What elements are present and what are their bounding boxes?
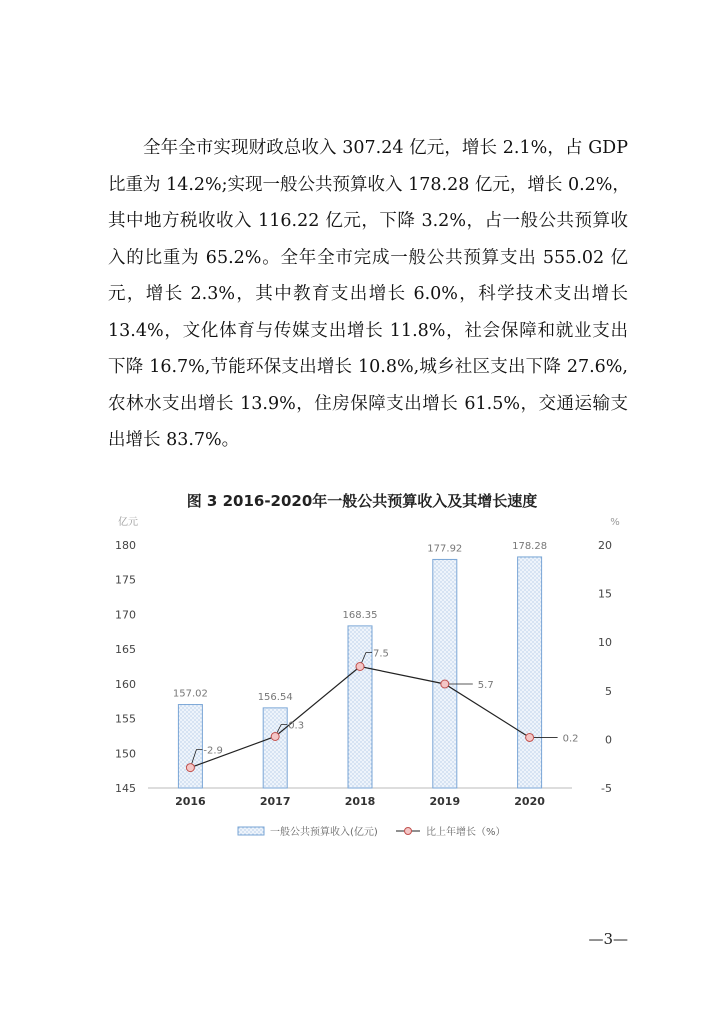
left-axis-unit: 亿元 <box>118 517 138 528</box>
paragraph-line: 其中地方税收收入 116.22 亿元，下降 3.2%，占一般公共预算收 <box>108 211 628 231</box>
left-axis-tick: 175 <box>115 573 136 587</box>
bar-2018 <box>348 626 372 788</box>
right-axis-tick: 10 <box>598 636 612 650</box>
x-axis-tick: 2018 <box>344 795 376 808</box>
body-paragraph <box>108 130 628 459</box>
bar-2019 <box>433 559 457 788</box>
legend-line-marker <box>405 828 412 835</box>
paragraph-line: 入的比重为 65.2%。全年全市完成一般公共预算支出 555.02 亿 <box>108 247 628 268</box>
bar-value-label: 156.54 <box>257 691 293 703</box>
growth-value-label: 0.3 <box>288 720 305 732</box>
bar-value-label: 157.02 <box>172 688 208 700</box>
growth-marker-2016 <box>186 764 194 772</box>
right-axis-unit: % <box>610 517 620 528</box>
bar-value-label: 177.92 <box>427 543 463 555</box>
x-axis-tick: 2016 <box>175 795 206 808</box>
paragraph-line: 农林水支出增长 13.9%，住房保障支出增长 61.5%，交通运输支 <box>108 393 628 414</box>
legend-bar-swatch <box>238 827 264 835</box>
growth-marker-2018 <box>356 663 364 671</box>
left-axis-tick: 170 <box>115 608 136 622</box>
right-axis-tick: -5 <box>601 782 612 795</box>
left-axis-tick: 180 <box>115 539 136 552</box>
left-axis-tick: 145 <box>115 782 136 795</box>
legend-line-label: 比上年增长（%） <box>426 827 506 838</box>
right-axis-tick: 5 <box>605 684 612 698</box>
right-axis-tick: 15 <box>598 587 612 601</box>
left-axis-tick: 155 <box>115 712 136 726</box>
chart-title: 图 3 2016-2020年一般公共预算收入及其增长速度 <box>186 492 538 510</box>
x-axis-tick: 2017 <box>259 795 291 808</box>
bar-value-label: 168.35 <box>342 609 378 621</box>
growth-marker-2019 <box>441 680 449 688</box>
bar-2020 <box>518 557 542 788</box>
bar-2016 <box>178 705 202 788</box>
revenue-growth-chart <box>100 505 640 855</box>
legend-bar-label: 一般公共预算收入(亿元) <box>270 827 378 838</box>
paragraph-line: 比重为 14.2%;实现一般公共预算收入 178.28 亿元，增长 0.2%， <box>108 174 630 195</box>
paragraph-line: 13.4%，文化体育与传媒支出增长 11.8%，社会保障和就业支出 <box>108 320 628 341</box>
page-number: —3— <box>588 930 628 948</box>
growth-marker-2017 <box>271 732 279 740</box>
paragraph-line: 出增长 83.7%。 <box>108 430 240 450</box>
x-axis-tick: 2019 <box>429 795 461 808</box>
growth-marker-2020 <box>526 733 534 741</box>
growth-value-label: 7.5 <box>373 648 389 660</box>
growth-value-label: 5.7 <box>477 679 494 691</box>
left-axis-tick: 150 <box>115 747 136 761</box>
right-axis-tick: 20 <box>598 539 612 552</box>
x-axis-tick: 2020 <box>514 795 545 808</box>
left-axis-tick: 160 <box>115 677 136 691</box>
paragraph-line: 全年全市实现财政总收入 307.24 亿元，增长 2.1%，占 GDP <box>143 138 628 158</box>
bar-value-label: 178.28 <box>512 540 548 552</box>
growth-value-label: -2.9 <box>203 745 223 757</box>
paragraph-line: 元，增长 2.3%，其中教育支出增长 6.0%，科学技术支出增长 <box>108 284 628 304</box>
growth-value-label: 0.2 <box>562 733 579 745</box>
left-axis-tick: 165 <box>115 643 136 657</box>
paragraph-line: 下降 16.7%,节能环保支出增长 10.8%,城乡社区支出下降 27.6%, <box>108 357 628 377</box>
right-axis-tick: 0 <box>605 733 612 747</box>
bar-2017 <box>263 708 287 788</box>
